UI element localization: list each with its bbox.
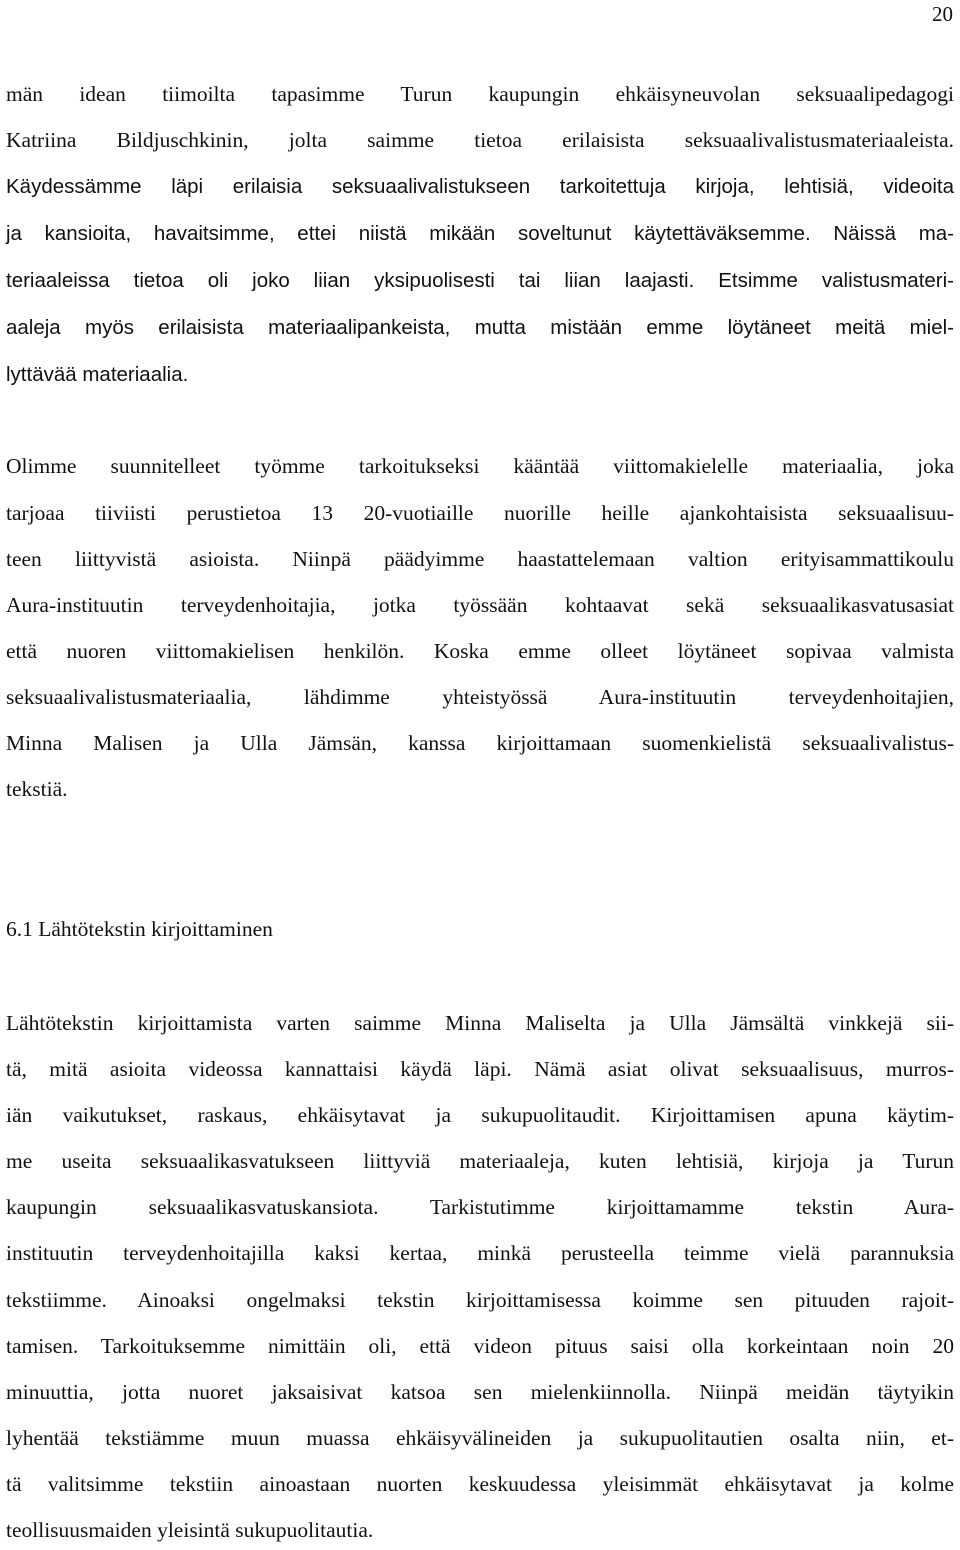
paragraph-line: Olimme suunnitelleet työmme tarkoitukseksi kääntää viittomakielelle materiaalia, joka xyxy=(6,454,954,478)
paragraph-line: kaupungin seksuaalikasvatuskansiota. Tarkistutimme kirjoittamamme tekstin Aura- xyxy=(6,1195,954,1219)
paragraph-line: tekstiä. xyxy=(6,777,68,801)
section-heading: 6.1 Lähtötekstin kirjoittaminen xyxy=(6,917,273,941)
paragraph-line: Aura-instituutin terveydenhoitajia, jotka työssään kohtaavat sekä seksuaalikasvatusasiat xyxy=(6,593,954,617)
paragraph-line: tä, mitä asioita videossa kannattaisi käydä läpi. Nämä asiat olivat seksuaalisuus, murros- xyxy=(6,1057,954,1081)
paragraph-line: Minna Malisen ja Ulla Jämsän, kanssa kirjoittamaan suomenkielistä seksuaalivalistus- xyxy=(6,731,954,755)
paragraph-line: iän vaikutukset, raskaus, ehkäisytavat ja sukupuolitaudit. Kirjoittamisen apuna käytim- xyxy=(6,1103,954,1127)
paragraph-line: me useita seksuaalikasvatukseen liittyviä materiaaleja, kuten lehtisiä, kirjoja ja Turun xyxy=(6,1149,954,1173)
paragraph-line: lyhentää tekstiämme muun muassa ehkäisyvälineiden ja sukupuolitautien osalta niin, et- xyxy=(6,1426,954,1450)
page-number: 20 xyxy=(932,2,953,26)
paragraph-line: tarjoaa tiiviisti perustietoa 13 20-vuotiaille nuorille heille ajankohtaisista seksuaalisuu- xyxy=(6,501,954,525)
paragraph-line: tä valitsimme tekstiin ainoastaan nuorten keskuudessa yleisimmät ehkäisytavat ja kolme xyxy=(6,1472,954,1496)
paragraph-line: Käydessämme läpi erilaisia seksuaalivalistukseen tarkoitettuja kirjoja, lehtisiä, videoita xyxy=(6,175,954,198)
paragraph-line: Lähtötekstin kirjoittamista varten saimme Minna Maliselta ja Ulla Jämsältä vinkkejä sii- xyxy=(6,1011,954,1035)
paragraph-line: ja kansioita, havaitsimme, ettei niistä mikään soveltunut käytettäväksemme. Näissä ma- xyxy=(6,222,954,245)
paragraph-line: teollisuusmaiden yleisintä sukupuolitautia. xyxy=(6,1518,374,1542)
paragraph-line: tamisen. Tarkoituksemme nimittäin oli, että videon pituus saisi olla korkeintaan noin 20 xyxy=(6,1334,954,1358)
paragraph-line: tekstiimme. Ainoaksi ongelmaksi tekstin kirjoittamisessa koimme sen pituuden rajoit- xyxy=(6,1288,954,1312)
paragraph-line: instituutin terveydenhoitajilla kaksi kertaa, minkä perusteella teimme vielä parannuksia xyxy=(6,1241,954,1265)
paragraph-line: minuuttia, jotta nuoret jaksaisivat katsoa sen mielenkiinnolla. Niinpä meidän täytyikin xyxy=(6,1380,954,1404)
paragraph-line: aaleja myös erilaisista materiaalipankeista, mutta mistään emme löytäneet meitä miel- xyxy=(6,316,954,339)
paragraph-line: Katriina Bildjuschkinin, jolta saimme tietoa erilaisista seksuaalivalistusmateriaaleista. xyxy=(6,128,954,152)
paragraph-line: lyttävää materiaalia. xyxy=(6,363,189,386)
paragraph-line: seksuaalivalistusmateriaalia, lähdimme yhteistyössä Aura-instituutin terveydenhoitajien, xyxy=(6,685,954,709)
paragraph-line: teen liittyvistä asioista. Niinpä päädyimme haastattelemaan valtion erityisammattikoulu xyxy=(6,547,954,571)
paragraph-line: teriaaleissa tietoa oli joko liian yksipuolisesti tai liian laajasti. Etsimme valistusmateri- xyxy=(6,269,954,292)
paragraph-line: että nuoren viittomakielisen henkilön. Koska emme olleet löytäneet sopivaa valmista xyxy=(6,639,954,663)
paragraph-line: män idean tiimoilta tapasimme Turun kaupungin ehkäisyneuvolan seksuaalipedagogi xyxy=(6,82,954,106)
